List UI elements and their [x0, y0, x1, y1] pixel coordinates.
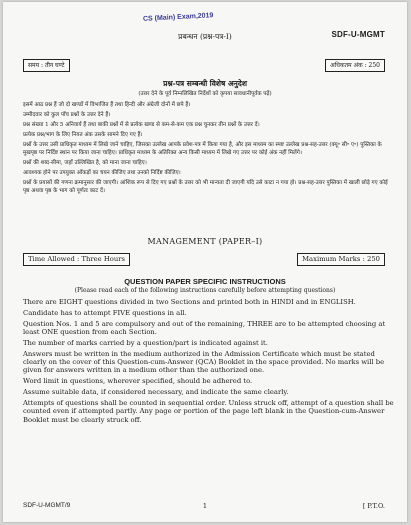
- hindi-paper-title: प्रबन्धन (प्रश्न-पत्र-I): [178, 32, 232, 41]
- english-instruction: Attempts of questions shall be counted in sequential order. Unless struck off, attempt of a question shall be counted even if attempted partly. Any page or portion of the page left blank in the Question-cum-Answer Booklet must be clearly struck off.: [23, 398, 394, 424]
- hindi-instruction: प्रश्नों के प्रयासों की गणना क्रमानुसार की जाएगी। आंशिक रूप से दिए गए प्रश्नों के उत्तर को भी मान्यता दी जाएगी यदि उसे काटा न गया हो। प्रश्न-सह-उत्तर पुस्तिका में खाली छोड़े गए कोई पृष्ठ अथवा पृष्ठ के भाग को पूर्णतः काट दें।: [23, 180, 388, 194]
- hindi-instruction: प्रत्येक प्रश्न/भाग के लिए नियत अंक उसके सामने दिए गए हैं।: [23, 132, 143, 138]
- english-paper-title: MANAGEMENT (PAPER–I): [147, 237, 263, 246]
- english-instruction: Word limit in questions, wherever specified, should be adhered to.: [23, 377, 253, 386]
- english-time-box: Time Allowed : Three Hours: [23, 253, 130, 266]
- hindi-instruction: प्रश्नों की शब्द-सीमा, जहाँ उल्लिखित है, को माना जाना चाहिए।: [23, 160, 147, 166]
- hindi-instruction: उम्मीदवार को कुल पाँच प्रश्नों के उत्तर देने हैं।: [23, 112, 111, 118]
- english-instruction: Candidate has to attempt FIVE questions in all.: [23, 308, 187, 317]
- exam-stamp: CS (Main) Exam,2019: [142, 12, 214, 23]
- english-instruction: There are EIGHT questions divided in two Sections and printed both in HINDI and in ENGLISH.: [23, 298, 356, 306]
- english-instructions-subheading: (Please read each of the following instructions carefully before attempting questions): [74, 287, 336, 294]
- english-instructions-heading: QUESTION PAPER SPECIFIC INSTRUCTIONS: [124, 277, 286, 286]
- hindi-instruction: प्रश्नों के उत्तर उसी प्राधिकृत माध्यम में लिखे जाने चाहिए, जिसका उल्लेख आपके प्रवेश-पत्र में किया गया है, और इस माध्यम का स्पष्ट उल्लेख प्रश्न-सह-उत्तर (क्यू॰ सी॰ ए॰) पुस्तिका के मुखपृष्ठ पर निर्दिष्ट स्थान पर किया जाना चाहिए। प्राधिकृत माध्यम के अतिरिक्त अन्य किसी माध्यम में लिखे गए उत्तर पर कोई अंक नहीं मिलेंगे।: [23, 142, 382, 156]
- english-instructions: [23, 298, 395, 426]
- english-instruction: Answers must be written in the medium authorized in the Admission Certificate which must be stated clearly on the cover of this Question-cum-Answer (QCA) Booklet in the space provided. No marks will be given for answers written in a medium other than the authorized one.: [23, 349, 385, 375]
- hindi-instruction: इसमें आठ प्रश्न हैं जो दो खण्डों में विभाजित हैं तथा हिन्दी और अंग्रेजी दोनों में छपे हैं।: [23, 102, 191, 108]
- hindi-marks-box: अधिकतम अंक : 250: [325, 59, 385, 72]
- footer-paper-code: SDF-U-MGMT/9: [23, 502, 71, 509]
- hindi-time-box: समय : तीन घण्टे: [23, 59, 70, 72]
- hindi-instructions-subheading: (उत्तर देने के पूर्व निम्नलिखित निर्देशों को कृपया सावधानीपूर्वक पढ़ें): [138, 91, 272, 97]
- english-instruction: Question Nos. 1 and 5 are compulsory and out of the remaining, THREE are to be attempted choosing at least ONE question from each Section.: [23, 319, 386, 336]
- hindi-instruction: प्रश्न संख्या 1 और 5 अनिवार्य हैं तथा बाकी प्रश्नों में से प्रत्येक खण्ड से कम-से-कम एक प्रश्न चुनकर तीन प्रश्नों के उत्तर दें।: [23, 122, 260, 128]
- paper-code: SDF-U-MGMT: [331, 30, 385, 39]
- english-marks-box: Maximum Marks : 250: [297, 253, 385, 266]
- hindi-instructions: [23, 101, 391, 197]
- english-instruction: Assume suitable data, if considered necessary, and indicate the same clearly.: [23, 388, 289, 396]
- footer-page-number: 1: [202, 502, 208, 510]
- exam-paper-page: [3, 2, 407, 522]
- hindi-instruction: आवश्यक होने पर उपयुक्त आँकड़ों का चयन कीजिए तथा उनको निर्दिष्ट कीजिए।: [23, 170, 181, 176]
- english-instruction: The number of marks carried by a question/part is indicated against it.: [23, 338, 268, 347]
- hindi-instructions-heading: प्रश्न-पत्र सम्बन्धी विशेष अनुदेश: [163, 79, 247, 88]
- footer-pto: [ P.T.O.: [362, 502, 385, 510]
